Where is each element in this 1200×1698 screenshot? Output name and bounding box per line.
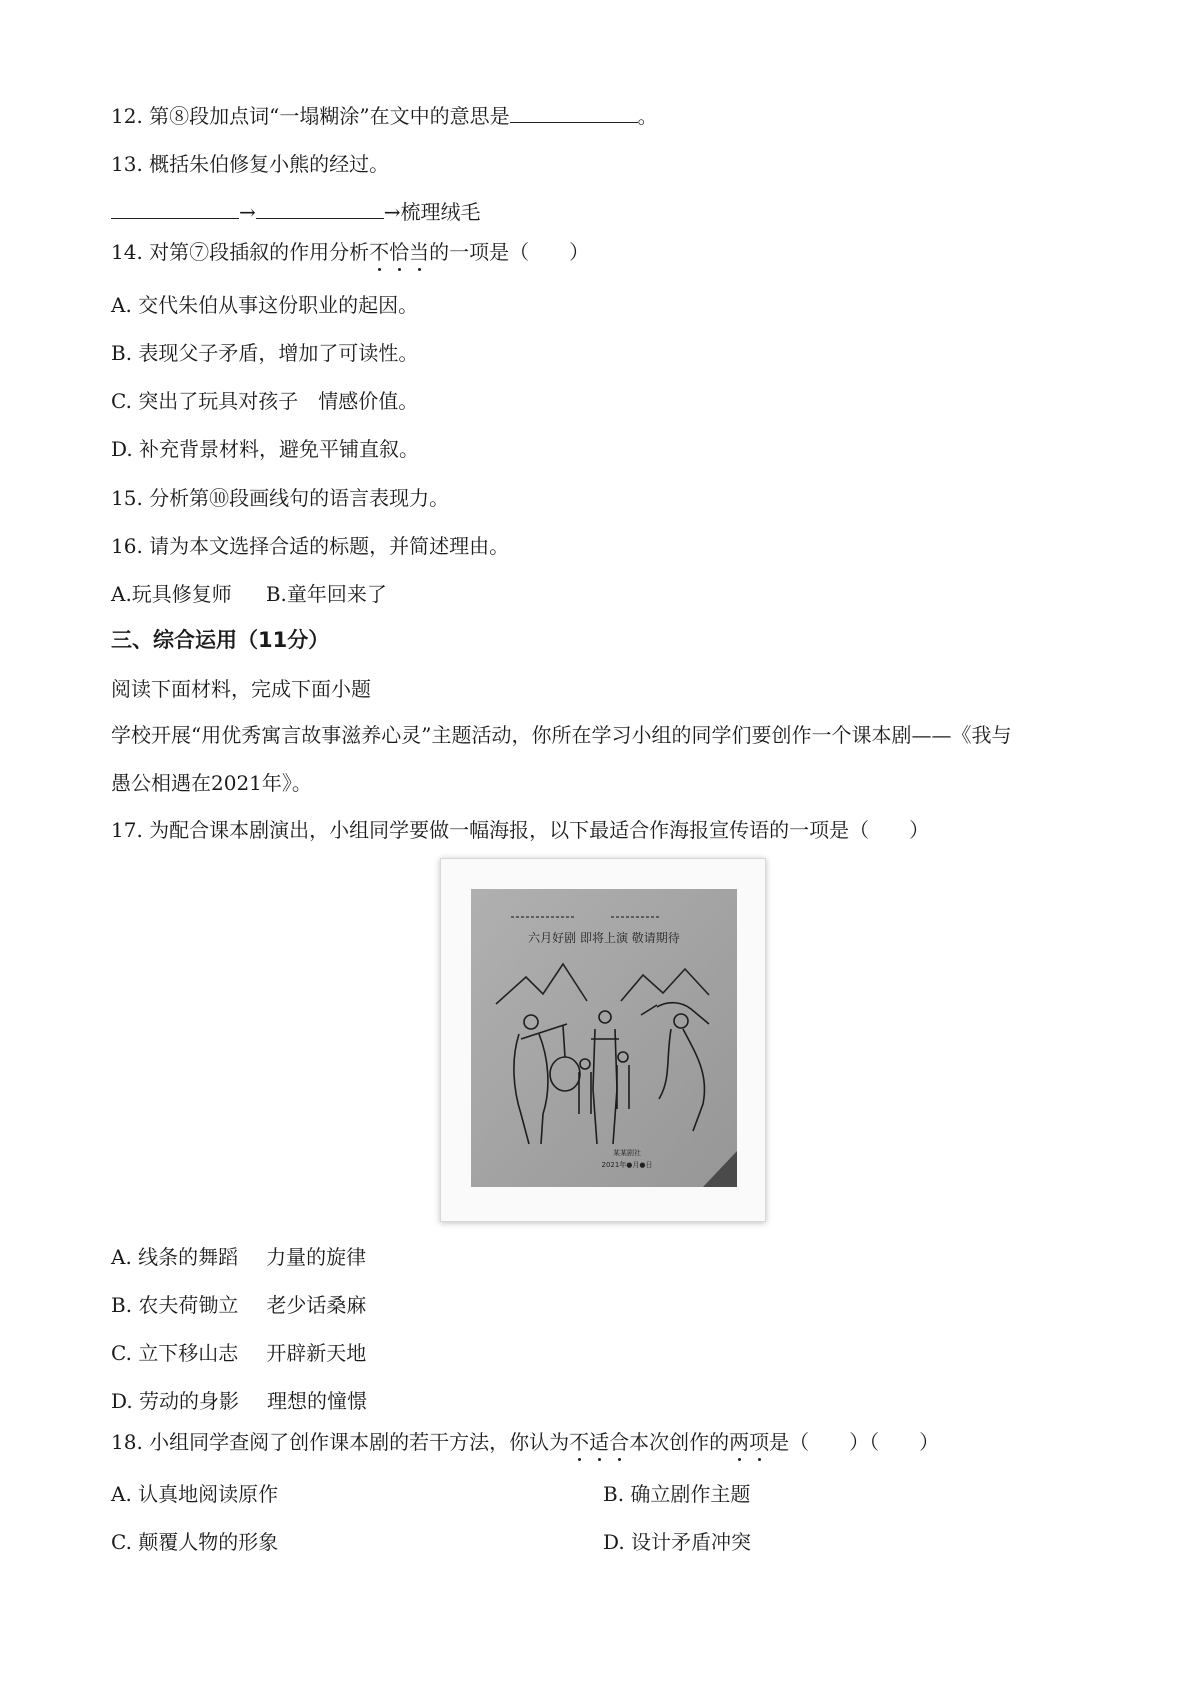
emphasis-char: 两	[729, 1430, 750, 1454]
option-text-b: 老少话桑麻	[266, 1293, 367, 1317]
q18-post: 是（ ）（ ）	[769, 1430, 940, 1454]
q18-pre: 18. 小组同学查阅了创作课本剧的若干方法，你认为	[111, 1430, 570, 1454]
emphasis-char: 恰	[389, 240, 410, 264]
poster-footer-1: 某某剧社	[613, 1149, 641, 1157]
q14-post: 的一项是（ ）	[429, 240, 590, 264]
q18-mid: 本次创作的	[629, 1430, 730, 1454]
intro-line-3: 愚公相遇在2021年》。	[111, 771, 312, 795]
q18-option-b[interactable]: B. 确立剧作主题	[603, 1482, 751, 1506]
option-text-b: 理想的憧憬	[267, 1389, 368, 1413]
option-text-a: 立下移山志	[138, 1341, 239, 1365]
question-18	[111, 1430, 939, 1454]
emphasis-char: 不	[569, 1430, 590, 1454]
question-14	[111, 240, 589, 264]
question-15: 15. 分析第⑩段画线句的语言表现力。	[111, 486, 450, 510]
q16-option-a[interactable]: A.玩具修复师	[111, 582, 232, 606]
section-title: 三、综合运用（11分）	[111, 628, 330, 652]
q17-option-b[interactable]	[111, 1293, 366, 1317]
option-text-b: 开辟新天地	[266, 1341, 367, 1365]
question-17: 17. 为配合课本剧演出，小组同学要做一幅海报，以下最适合作海报宣传语的一项是（ ）	[111, 818, 930, 842]
poster-footer-2: 2021年●月●日	[601, 1161, 653, 1169]
option-label: D.	[111, 1389, 133, 1413]
poster-illustration	[471, 889, 737, 1187]
q17-option-c[interactable]	[111, 1341, 366, 1365]
q14-pre: 14. 对第⑦段插叙的作用分析	[111, 240, 370, 264]
option-label: B.	[111, 1293, 133, 1317]
option-text-a: 农夫荷锄立	[138, 1293, 239, 1317]
emphasis-char: 适	[589, 1430, 610, 1454]
poster-image	[440, 858, 766, 1222]
q13-steps	[111, 200, 481, 224]
q17-option-a[interactable]	[111, 1245, 366, 1269]
q18-option-c[interactable]: C. 颠覆人物的形象	[111, 1530, 279, 1554]
arrow-icon: →	[383, 200, 401, 224]
question-12	[111, 104, 658, 128]
question-16: 16. 请为本文选择合适的标题，并简述理由。	[111, 534, 510, 558]
q14-option-a[interactable]: A. 交代朱伯从事这份职业的起因。	[111, 293, 419, 317]
option-text-a: 劳动的身影	[139, 1389, 240, 1413]
emphasis-char: 项	[749, 1430, 770, 1454]
poster	[471, 889, 737, 1187]
question-13: 13. 概括朱伯修复小熊的经过。	[111, 152, 390, 176]
option-text-b: 力量的旋律	[266, 1245, 367, 1269]
q13-last-step: 梳理绒毛	[400, 200, 481, 224]
q13-step2-blank[interactable]	[256, 200, 384, 219]
option-text-a: 线条的舞蹈	[138, 1245, 239, 1269]
arrow-icon: →	[239, 200, 256, 224]
q12-answer-blank[interactable]	[510, 104, 638, 123]
q18-option-d[interactable]: D. 设计矛盾冲突	[603, 1530, 752, 1554]
q16-option-b[interactable]: B.童年回来了	[265, 582, 387, 606]
q14-option-c[interactable]: C. 突出了玩具对孩子 情感价值。	[111, 389, 419, 413]
emphasis-char: 当	[409, 240, 430, 264]
q13-step1-blank[interactable]	[111, 200, 239, 219]
q14-option-d[interactable]: D. 补充背景材料，避免平铺直叙。	[111, 437, 420, 461]
q17-option-d[interactable]	[111, 1389, 367, 1413]
emphasis-char: 合	[609, 1430, 630, 1454]
q12-text: 12. 第⑧段加点词“一塌糊涂”在文中的意思是	[111, 104, 510, 128]
q14-option-b[interactable]: B. 表现父子矛盾，增加了可读性。	[111, 341, 419, 365]
intro-line-2: 学校开展“用优秀寓言故事滋养心灵”主题活动，你所在学习小组的同学们要创作一个课本剧——《我与	[111, 723, 1012, 747]
poster-headline: 六月好剧 即将上演 敬请期待	[528, 931, 680, 945]
option-label: A.	[111, 1245, 132, 1269]
option-label: C.	[111, 1341, 132, 1365]
q12-end: 。	[637, 104, 658, 128]
q16-options	[111, 582, 387, 606]
emphasis-char: 不	[369, 240, 390, 264]
intro-line-1: 阅读下面材料，完成下面小题	[111, 677, 371, 701]
q18-option-a[interactable]: A. 认真地阅读原作	[111, 1482, 279, 1506]
